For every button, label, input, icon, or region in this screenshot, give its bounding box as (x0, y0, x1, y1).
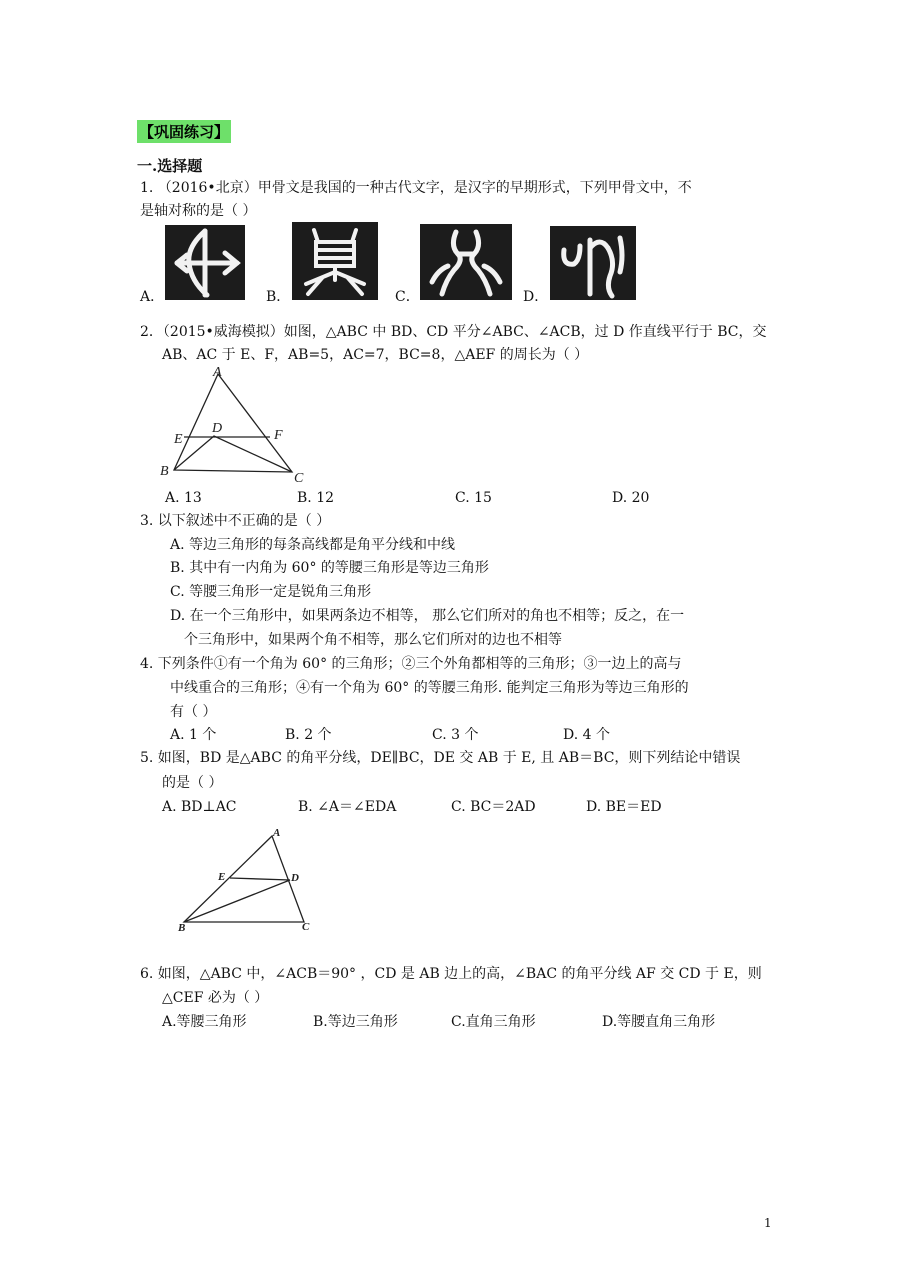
q2-label-e: E (174, 432, 183, 447)
oracle-glyph-d-image (550, 226, 636, 300)
oracle-glyph-a-image (165, 225, 245, 300)
q6-line1: 6. 如图，△ABC 中，∠ACB＝90° ，CD 是 AB 边上的高，∠BAC 的角平分线 AF 交 CD 于 E，则 (140, 966, 762, 982)
q5-option-d: D. BE＝ED (586, 799, 662, 815)
q1-option-b-label: B． (266, 289, 291, 305)
q1-option-c-label: C． (395, 289, 420, 305)
q2-option-a: A. 13 (165, 490, 202, 506)
q6-line2: △CEF 必为（ ） (162, 990, 269, 1006)
q5-bisector-bd (184, 880, 290, 922)
q3-line1: 3. 以下叙述中不正确的是（ ） (140, 513, 331, 529)
q2-label-d: D (212, 421, 223, 436)
q2-option-b: B. 12 (297, 490, 335, 506)
q2-label-b: B (160, 464, 169, 479)
q3-option-d-line1: D. 在一个三角形中，如果两条边不相等， 那么它们所对的角也不相等；反之，在一 (170, 608, 685, 624)
q1-option-d-label: D． (523, 289, 549, 305)
q2-line1: 2．（2015•威海模拟）如图，△ABC 中 BD、CD 平分∠ABC、∠ACB，过 D 作直线平行于 BC，交 (140, 324, 767, 340)
heading-multiple-choice: 一.选择题 (137, 157, 203, 175)
q2-triangle-figure (158, 362, 318, 486)
q5-option-a: A. BD⊥AC (162, 799, 237, 815)
q5-label-a: A (273, 827, 281, 839)
q2-option-d: D. 20 (612, 490, 650, 506)
q2-label-c: C (294, 471, 304, 486)
q5-triangle-figure (170, 820, 320, 938)
q2-option-c: C. 15 (455, 490, 492, 506)
q4-option-d: D. 4 个 (563, 727, 610, 743)
q4-line3: 有（ ） (170, 704, 217, 720)
q5-line2: 的是（ ） (162, 775, 223, 791)
q3-option-b: B. 其中有一内角为 60° 的等腰三角形是等边三角形 (170, 560, 489, 576)
q2-label-f: F (274, 428, 283, 443)
q6-option-d: D.等腰直角三角形 (602, 1014, 716, 1030)
q5-option-b: B. ∠A＝∠EDA (298, 799, 397, 815)
q4-option-a: A. 1 个 (170, 727, 217, 743)
q6-option-c: C.直角三角形 (451, 1014, 536, 1030)
q1-option-a-label: A． (140, 289, 165, 305)
q5-option-c: C. BC＝2AD (451, 799, 536, 815)
page-number: 1 (764, 1216, 772, 1230)
q1-line1: 1. （2016•北京）甲骨文是我国的一种古代文字，是汉字的早期形式，下列甲骨文中，不 (140, 180, 692, 196)
q3-option-a: A. 等边三角形的每条高线都是角平分线和中线 (170, 537, 456, 553)
oracle-glyph-c-image (420, 224, 512, 300)
q5-line1: 5. 如图，BD 是△ABC 的角平分线，DE∥BC，DE 交 AB 于 E, 且 AB＝BC，则下列结论中错误 (140, 750, 741, 766)
q2-line2: AB、AC 于 E、F，AB=5，AC=7，BC=8，△AEF 的周长为（ ） (162, 347, 589, 363)
q4-line2: 中线重合的三角形；④有一个角为 60° 的等腰三角形. 能判定三角形为等边三角形的 (170, 680, 689, 696)
q4-option-b: B. 2 个 (285, 727, 332, 743)
q4-line1: 4. 下列条件①有一个角为 60° 的三角形；②三个外角都相等的三角形；③一边上的高与 (140, 656, 682, 672)
q6-option-a: A.等腰三角形 (162, 1014, 247, 1030)
q5-label-c: C (302, 921, 310, 933)
q5-segment-de (230, 878, 290, 880)
q4-option-c: C. 3 个 (432, 727, 479, 743)
section-title: 【巩固练习】 (137, 120, 231, 143)
q3-option-c: C. 等腰三角形一定是锐角三角形 (170, 584, 372, 600)
q5-label-d: D (291, 872, 299, 884)
oracle-glyph-b-image (292, 222, 378, 300)
q6-option-b: B.等边三角形 (313, 1014, 398, 1030)
q1-line2: 是轴对称的是（ ） (140, 203, 257, 219)
q5-label-e: E (218, 871, 226, 883)
q2-triangle-abc (174, 374, 292, 472)
q5-label-b: B (178, 922, 186, 934)
q3-option-d-line2: 个三角形中，如果两个角不相等，那么它们所对的边也不相等 (184, 632, 562, 648)
q2-label-a: A (213, 365, 222, 380)
